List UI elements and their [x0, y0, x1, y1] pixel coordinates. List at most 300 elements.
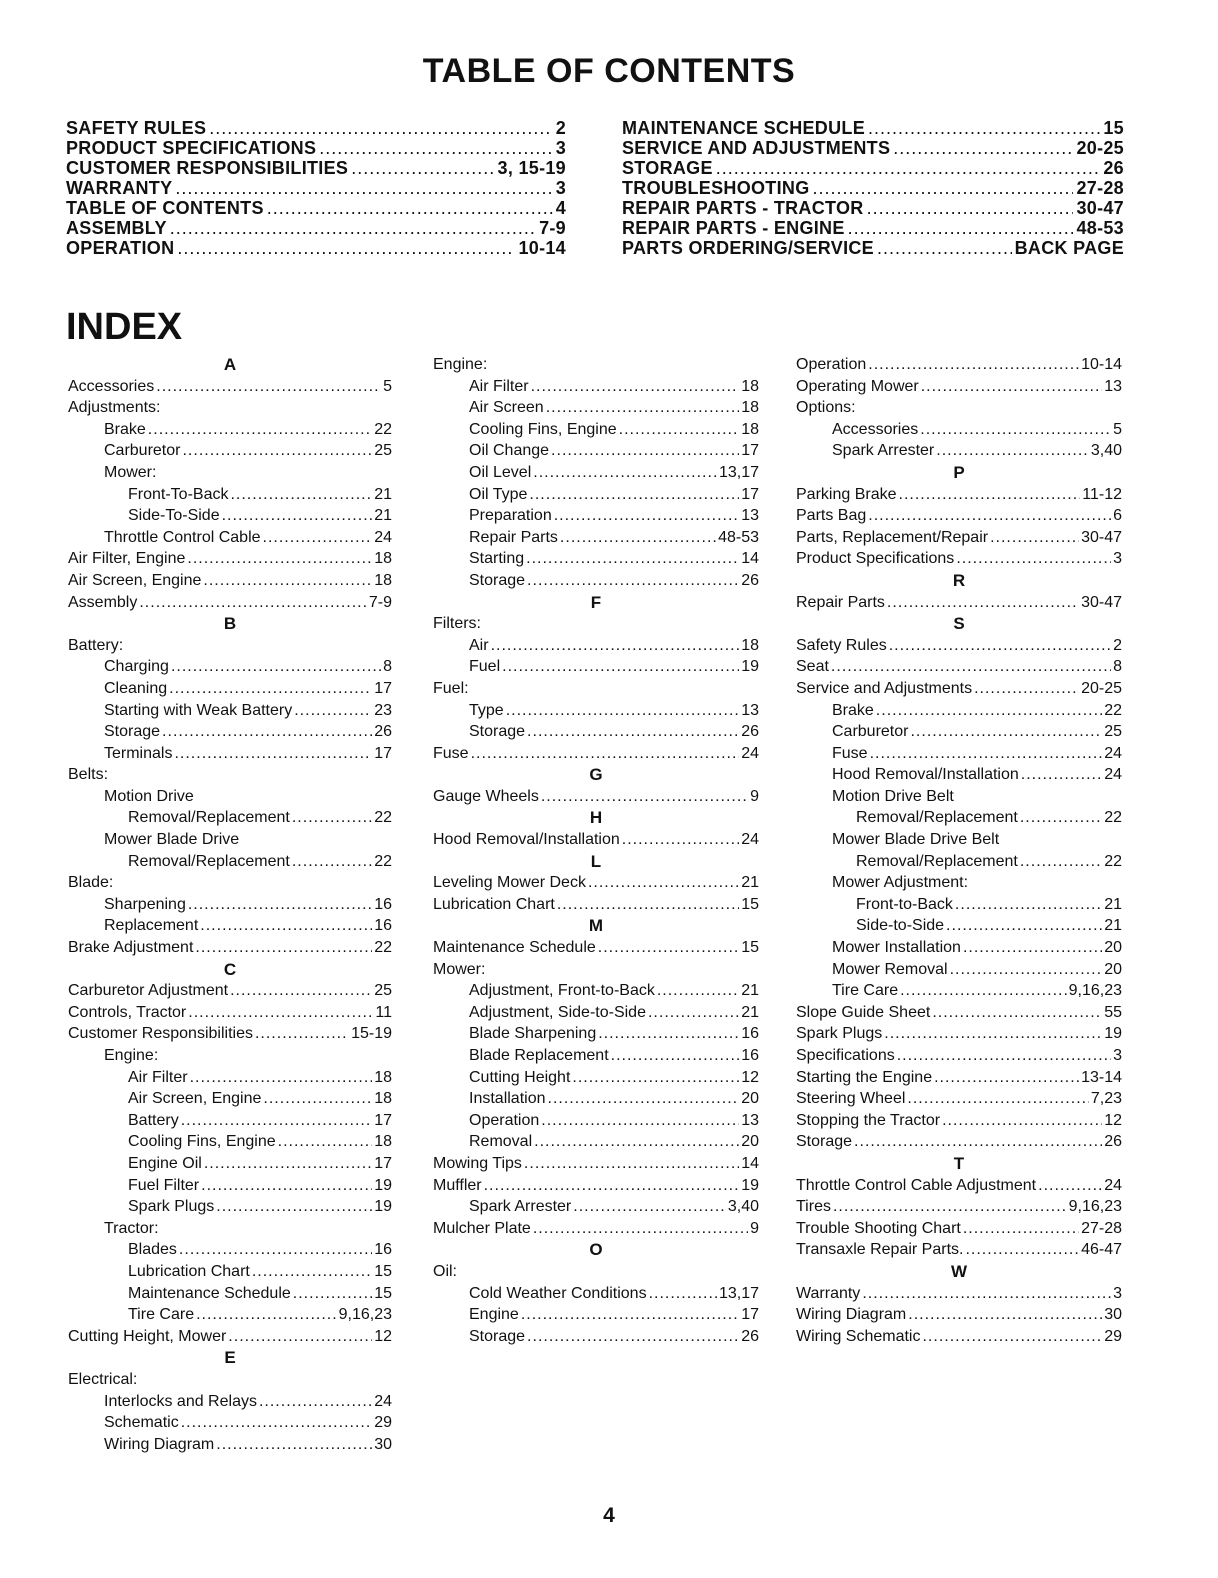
- index-entry-page: 21: [374, 507, 392, 525]
- index-letter-heading: B: [223, 614, 237, 634]
- index-entry: [433, 937, 759, 959]
- toc-entry-label: REPAIR PARTS - ENGINE: [622, 218, 845, 238]
- index-column-2: [433, 354, 759, 1347]
- index-letter-heading: H: [589, 808, 603, 828]
- dot-leader: [181, 1412, 373, 1434]
- index-entry-label: Mower:: [104, 463, 157, 481]
- dot-leader: [267, 198, 553, 218]
- toc-entry: [66, 118, 566, 138]
- index-entry: [68, 592, 392, 614]
- index-entry-label: Product Specifications: [796, 550, 955, 568]
- index-letter-heading: E: [224, 1348, 236, 1368]
- dot-leader: [156, 376, 381, 398]
- index-entry-page: 18: [374, 1068, 392, 1086]
- dot-leader: [177, 238, 515, 258]
- toc-entry-page: 26: [1103, 158, 1124, 178]
- index-entry-label: Oil Change: [469, 442, 550, 460]
- index-entry-label: Electrical:: [68, 1370, 138, 1388]
- index-entry: [68, 807, 392, 829]
- index-entry-label: Side-to-Side: [856, 917, 945, 935]
- toc-right-column: [622, 118, 1124, 258]
- index-entry-page: 9: [750, 1219, 759, 1237]
- index-entry-page: 5: [1113, 420, 1122, 438]
- index-entry: [433, 1326, 759, 1348]
- index-entry-label: Engine:: [104, 1047, 159, 1064]
- dot-leader: [521, 1304, 739, 1326]
- index-entry: [68, 635, 392, 657]
- index-letter-heading: G: [589, 765, 603, 785]
- index-entry: [796, 354, 1122, 376]
- index-entry: [796, 419, 1122, 441]
- index-entry-page: 24: [741, 831, 759, 849]
- index-entry-label: Air Filter: [128, 1068, 188, 1086]
- index-entry-label: Battery: [128, 1111, 179, 1129]
- index-entry-page: 5: [383, 377, 392, 395]
- dot-leader: [560, 527, 716, 549]
- dot-leader: [255, 1023, 349, 1045]
- index-entry-label: Cleaning: [104, 679, 168, 697]
- index-entry-label: Wiring Diagram: [796, 1306, 907, 1324]
- page-title: TABLE OF CONTENTS: [422, 52, 796, 90]
- index-entry: [796, 1131, 1122, 1153]
- index-entry: [796, 440, 1122, 462]
- index-entry: [68, 376, 392, 398]
- index-entry: [796, 678, 1122, 700]
- toc-entry: [66, 198, 566, 218]
- index-entry: [796, 1110, 1122, 1132]
- index-entry: [796, 1002, 1122, 1024]
- index-entry-page: 15: [374, 1262, 392, 1280]
- index-entry-label: Brake: [832, 701, 874, 719]
- index-entry: [68, 700, 392, 722]
- index-entry: [796, 548, 1122, 570]
- index-entry: [796, 937, 1122, 959]
- toc-entry: [622, 138, 1124, 158]
- index-entry: [68, 1434, 392, 1456]
- index-entry-page: 24: [1104, 766, 1122, 784]
- index-entry-page: 27-28: [1081, 1219, 1122, 1237]
- index-entry-page: 17: [741, 485, 759, 503]
- index-entry-page: 30: [374, 1435, 392, 1453]
- dot-leader: [573, 1196, 726, 1218]
- index-entry: [433, 1002, 759, 1024]
- index-entry-label: Mower Blade Drive: [104, 831, 240, 849]
- index-entry-page: 12: [374, 1327, 392, 1345]
- dot-leader: [534, 1131, 739, 1153]
- index-entry-page: 26: [741, 571, 759, 589]
- index-entry-label: Trouble Shooting Chart: [796, 1219, 961, 1237]
- index-entry-label: Transaxle Repair Parts.: [796, 1241, 964, 1259]
- dot-leader: [1038, 1175, 1102, 1197]
- toc-entry: [66, 238, 566, 258]
- index-entry: [433, 1110, 759, 1132]
- index-entry-label: Installation: [469, 1090, 546, 1108]
- index-entry: [68, 1045, 392, 1067]
- index-entry-page: 7-9: [368, 593, 392, 611]
- index-entry: [796, 1023, 1122, 1045]
- index-entry-label: Accessories: [68, 377, 155, 395]
- index-entry-page: 13: [1104, 377, 1122, 395]
- index-entry-page: 30-47: [1081, 593, 1122, 611]
- index-entry-page: 16: [741, 1047, 759, 1064]
- dot-leader: [848, 218, 1074, 238]
- index-entry-label: Operation: [796, 356, 867, 373]
- page-number: 4: [603, 1504, 615, 1527]
- dot-leader: [551, 440, 739, 462]
- index-entry-label: Fuse: [832, 744, 868, 762]
- index-entry-label: Motion Drive: [104, 787, 194, 805]
- index-entry-label: Mower Removal: [832, 960, 948, 978]
- dot-leader: [598, 1023, 739, 1045]
- index-letter-heading: A: [223, 355, 237, 374]
- index-entry-page: 25: [374, 982, 392, 1000]
- index-entry-label: Mower:: [433, 960, 486, 978]
- dot-leader: [910, 721, 1102, 743]
- index-entry-page: 3: [1113, 550, 1122, 568]
- index-entry-page: 3: [1113, 1284, 1122, 1302]
- index-entry: [433, 1023, 759, 1045]
- index-entry-page: 8: [1113, 658, 1122, 676]
- index-entry-label: Seat: [796, 658, 829, 676]
- dot-leader: [179, 1239, 372, 1261]
- toc-entry-page: BACK PAGE: [1014, 238, 1124, 258]
- dot-leader: [195, 937, 372, 959]
- dot-leader: [541, 1110, 739, 1132]
- dot-leader: [868, 505, 1111, 527]
- toc-entry-page: 15: [1103, 118, 1124, 138]
- index-entry: [433, 397, 759, 419]
- dot-leader: [209, 118, 552, 138]
- index-entry-page: 18: [374, 550, 392, 568]
- dot-leader: [230, 484, 372, 506]
- toc-entry-page: 48-53: [1076, 218, 1124, 238]
- index-entry-page: 17: [741, 442, 759, 460]
- dot-leader: [187, 548, 372, 570]
- index-entry-page: 13-14: [1081, 1068, 1122, 1086]
- index-entry-page: 21: [741, 982, 759, 1000]
- dot-leader: [533, 1218, 748, 1240]
- index-letter-heading: F: [590, 592, 602, 612]
- dot-leader: [870, 743, 1103, 765]
- index-entry: [433, 376, 759, 398]
- toc-entry-page: 3, 15-19: [497, 158, 566, 178]
- index-entry-page: 3: [1113, 1047, 1122, 1064]
- dot-leader: [900, 980, 1067, 1002]
- index-entry: [68, 1412, 392, 1434]
- index-entry-label: Wiring Schematic: [796, 1327, 921, 1345]
- dot-leader: [611, 1045, 740, 1067]
- dot-leader: [162, 721, 372, 743]
- dot-leader: [889, 635, 1111, 657]
- index-entry-label: Side-To-Side: [128, 507, 220, 525]
- index-entry-page: 13: [741, 1111, 759, 1129]
- dot-leader: [148, 419, 372, 441]
- index-entry-page: 24: [741, 744, 759, 762]
- index-entry-page: 18: [374, 1090, 392, 1108]
- dot-leader: [228, 1326, 372, 1348]
- index-entry-label: Spark Plugs: [796, 1025, 883, 1043]
- index-entry: [796, 635, 1122, 657]
- index-entry: [68, 764, 392, 786]
- index-entry-label: Starting with Weak Battery: [104, 701, 293, 719]
- index-entry-page: 15: [741, 895, 759, 913]
- index-entry: [68, 484, 392, 506]
- toc-entry-label: MAINTENANCE SCHEDULE: [622, 118, 866, 138]
- index-entry-page: 6: [1113, 507, 1122, 525]
- index-entry-label: Spark Arrester: [832, 442, 935, 460]
- index-entry-label: Repair Parts: [469, 528, 558, 546]
- dot-leader: [932, 1002, 1102, 1024]
- index-entry-label: Motion Drive Belt: [832, 787, 954, 805]
- index-entry-label: Slope Guide Sheet: [796, 1003, 931, 1021]
- index-entry: [796, 743, 1122, 765]
- dot-leader: [174, 743, 372, 765]
- index-entry-page: 18: [741, 377, 759, 395]
- index-entry-page: 12: [741, 1068, 759, 1086]
- index-entry-page: 25: [1104, 723, 1122, 741]
- dot-leader: [170, 218, 536, 238]
- index-entry-label: Air Filter, Engine: [68, 550, 186, 568]
- index-entry-page: 19: [374, 1198, 392, 1216]
- dot-leader: [351, 158, 494, 178]
- index-entry: [68, 1067, 392, 1089]
- index-entry: [68, 548, 392, 570]
- index-entry-label: Fuel:: [433, 679, 469, 697]
- index-entry-label: Hood Removal/Installation: [433, 831, 620, 849]
- dot-leader: [188, 1002, 373, 1024]
- index-entry-page: 26: [741, 1327, 759, 1345]
- index-entry: [796, 764, 1122, 786]
- toc-entry: [622, 238, 1124, 258]
- toc-entry: [622, 198, 1124, 218]
- index-entry: [796, 592, 1122, 614]
- dot-leader: [292, 807, 372, 829]
- index-entry-label: Front-to-Back: [856, 895, 953, 913]
- index-entry-page: 16: [374, 917, 392, 935]
- dot-leader: [867, 198, 1074, 218]
- index-entry-label: Air Screen: [469, 399, 544, 417]
- index-entry: [433, 872, 759, 894]
- index-entry: [68, 440, 392, 462]
- index-entry-label: Mowing Tips: [433, 1154, 522, 1172]
- index-entry-label: Type: [469, 701, 504, 719]
- index-entry-label: Tire Care: [832, 982, 899, 1000]
- index-entry: [68, 915, 392, 937]
- index-entry-page: 22: [374, 852, 392, 870]
- index-entry-page: 16: [374, 895, 392, 913]
- index-entry: [796, 527, 1122, 549]
- index-entry-label: Tire Care: [128, 1306, 195, 1324]
- index-entry-label: Cold Weather Conditions: [469, 1284, 647, 1302]
- index-title: INDEX: [66, 306, 183, 348]
- index-entry: [68, 570, 392, 592]
- dot-leader: [955, 894, 1102, 916]
- index-entry-label: Carburetor: [104, 442, 181, 460]
- index-entry: [433, 1175, 759, 1197]
- index-entry-page: 9: [750, 787, 759, 805]
- toc-entry: [66, 218, 566, 238]
- dot-leader: [171, 656, 381, 678]
- index-entry-page: 11: [375, 1003, 392, 1021]
- index-column-3: [796, 354, 1122, 1347]
- index-letter-heading: L: [590, 851, 602, 871]
- dot-leader: [526, 548, 739, 570]
- index-entry-page: 2: [1113, 636, 1122, 654]
- index-entry-page: 30-47: [1081, 528, 1122, 546]
- index-entry-page: 26: [374, 723, 392, 741]
- index-entry-label: Air: [469, 636, 489, 654]
- index-entry: [68, 462, 392, 484]
- index-entry-page: 25: [374, 442, 392, 460]
- index-entry: [796, 1196, 1122, 1218]
- index-entry-label: Removal/Replacement: [128, 852, 290, 870]
- dot-leader: [259, 1391, 372, 1413]
- index-entry-label: Lubrication Chart: [128, 1262, 250, 1280]
- dot-leader: [936, 440, 1089, 462]
- index-entry: [796, 980, 1122, 1002]
- toc-entry-label: CUSTOMER RESPONSIBILITIES: [66, 158, 349, 178]
- dot-leader: [899, 484, 1081, 506]
- dot-leader: [263, 527, 373, 549]
- index-entry: [68, 894, 392, 916]
- index-entry-page: 19: [374, 1176, 392, 1194]
- dot-leader: [527, 570, 739, 592]
- index-entry-label: Engine:: [433, 356, 488, 373]
- index-entry: [796, 959, 1122, 981]
- index-entry-label: Brake Adjustment: [68, 939, 194, 957]
- toc-entry-page: 3: [555, 138, 566, 158]
- index-entry-page: 10-14: [1081, 356, 1122, 373]
- dot-leader: [884, 1023, 1102, 1045]
- toc-entry-label: REPAIR PARTS - TRACTOR: [622, 198, 864, 218]
- index-entry-label: Assembly: [68, 593, 138, 611]
- index-entry-page: 17: [741, 1306, 759, 1324]
- index-letter-heading: R: [952, 570, 966, 590]
- dot-leader: [278, 1131, 373, 1153]
- index-entry-label: Tractor:: [104, 1219, 159, 1237]
- dot-leader: [203, 570, 372, 592]
- index-entry-label: Parts, Replacement/Repair: [796, 528, 989, 546]
- dot-leader: [548, 1088, 740, 1110]
- index-column-1: [68, 354, 392, 1455]
- dot-leader: [657, 980, 739, 1002]
- index-entry-page: 55: [1104, 1003, 1122, 1021]
- index-entry-label: Operating Mower: [796, 377, 919, 395]
- index-entry: [433, 1304, 759, 1326]
- index-entry-page: 3,40: [727, 1198, 759, 1216]
- index-entry-label: Starting: [469, 550, 525, 568]
- dot-leader: [598, 937, 739, 959]
- dot-leader: [293, 1283, 372, 1305]
- index-entry-label: Fuse: [433, 744, 469, 762]
- dot-leader: [648, 1002, 739, 1024]
- index-entry-label: Preparation: [469, 507, 552, 525]
- dot-leader: [572, 1067, 739, 1089]
- index-entry: [68, 1239, 392, 1261]
- dot-leader: [201, 1175, 372, 1197]
- toc-entry: [66, 138, 566, 158]
- index-entry-page: 19: [1104, 1025, 1122, 1043]
- dot-leader: [868, 118, 1100, 138]
- index-entry-page: 17: [374, 679, 392, 697]
- index-entry-label: Repair Parts: [796, 593, 885, 611]
- index-entry-label: Maintenance Schedule: [433, 939, 596, 957]
- index-entry-label: Gauge Wheels: [433, 787, 539, 805]
- toc-entry-page: 27-28: [1076, 178, 1124, 198]
- dot-leader: [527, 1326, 739, 1348]
- dot-leader: [216, 1434, 372, 1456]
- index-entry: [796, 872, 1122, 894]
- dot-leader: [169, 678, 372, 700]
- index-entry-label: Removal/Replacement: [856, 809, 1018, 827]
- index-entry-label: Mulcher Plate: [433, 1219, 531, 1237]
- dot-leader: [502, 656, 739, 678]
- index-entry-page: 18: [374, 1133, 392, 1151]
- index-entry: [68, 527, 392, 549]
- index-entry-page: 18: [741, 636, 759, 654]
- index-entry: [68, 397, 392, 419]
- index-entry: [796, 505, 1122, 527]
- index-entry-label: Muffler: [433, 1176, 482, 1194]
- index-entry: [433, 354, 759, 376]
- dot-leader: [527, 721, 739, 743]
- toc-entry-label: TABLE OF CONTENTS: [66, 198, 264, 218]
- index-entry-page: 14: [741, 550, 759, 568]
- index-entry-page: 9,16,23: [1068, 982, 1122, 1000]
- index-entry: [433, 1218, 759, 1240]
- index-entry-label: Starting the Engine: [796, 1068, 933, 1086]
- index-entry-page: 21: [374, 485, 392, 503]
- index-entry: [433, 613, 759, 635]
- dot-leader: [946, 915, 1102, 937]
- index-entry-label: Cutting Height: [469, 1068, 571, 1086]
- index-entry: [433, 1196, 759, 1218]
- index-entry: [796, 1218, 1122, 1240]
- dot-leader: [990, 527, 1079, 549]
- index-entry: [433, 419, 759, 441]
- index-entry: [796, 829, 1122, 851]
- index-entry-page: 22: [1104, 701, 1122, 719]
- index-entry-label: Mower Installation: [832, 939, 961, 957]
- index-entry-label: Customer Responsibilities: [68, 1025, 253, 1043]
- index-entry: [68, 505, 392, 527]
- index-entry-label: Engine: [469, 1306, 519, 1324]
- toc-entry-page: 2: [555, 118, 566, 138]
- index-entry-page: 19: [741, 658, 759, 676]
- index-entry-page: 21: [1104, 895, 1122, 913]
- index-entry-page: 15: [741, 939, 759, 957]
- index-entry-page: 12: [1104, 1111, 1122, 1129]
- index-entry: [68, 721, 392, 743]
- index-entry-label: Carburetor: [832, 723, 909, 741]
- index-entry-label: Specifications: [796, 1047, 895, 1064]
- index-entry-label: Adjustment, Front-to-Back: [469, 982, 655, 1000]
- index-entry-label: Belts:: [68, 766, 109, 784]
- index-entry: [68, 743, 392, 765]
- index-letter-heading: O: [589, 1240, 603, 1260]
- dot-leader: [196, 1304, 337, 1326]
- index-entry-label: Warranty: [796, 1284, 861, 1302]
- index-entry-page: 24: [374, 528, 392, 546]
- index-entry-page: 26: [741, 723, 759, 741]
- index-entry: [796, 1067, 1122, 1089]
- index-entry-page: 13: [741, 507, 759, 525]
- index-entry: [68, 851, 392, 873]
- dot-leader: [554, 505, 739, 527]
- toc-entry-label: STORAGE: [622, 158, 713, 178]
- toc-entry: [66, 158, 566, 178]
- index-entry: [433, 959, 759, 981]
